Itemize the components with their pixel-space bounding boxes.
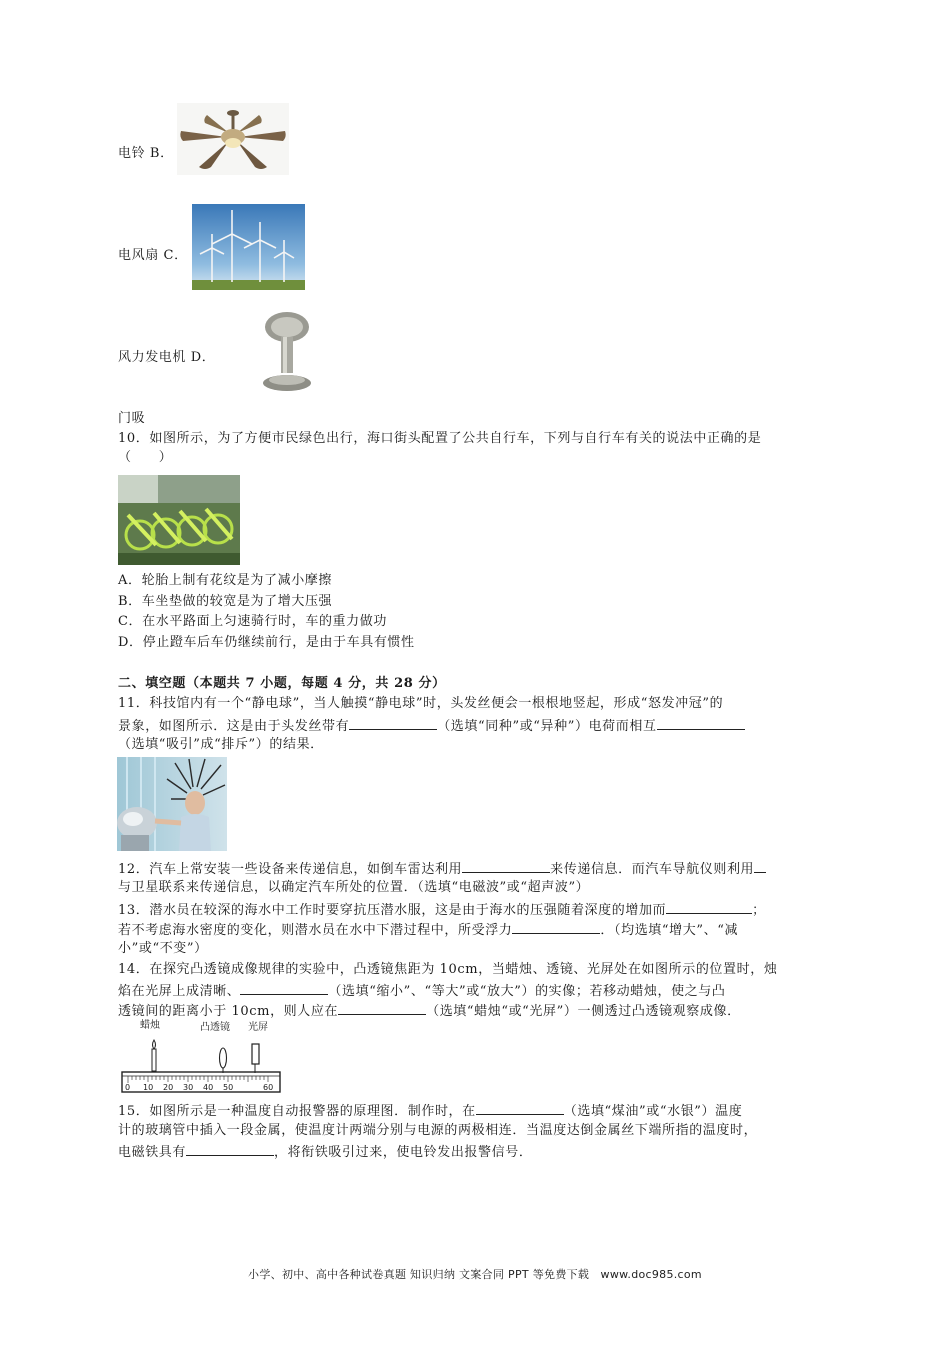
q14-line3-a: 透镜间的距离小于 10cm，则人应在: [118, 1004, 339, 1019]
q13-line2-a: 若不考虑海水密度的变化，则潜水员在水中下潜过程中，所受浮力: [118, 923, 513, 938]
q15-blank-1[interactable]: [476, 1100, 564, 1115]
tick-30: 30: [183, 1083, 194, 1092]
tick-40: 40: [203, 1083, 214, 1092]
tick-50: 50: [223, 1083, 234, 1092]
optical-bench-figure: [118, 1020, 284, 1100]
tick-10: 10: [143, 1083, 154, 1092]
option-d-tail: 门吸: [118, 411, 146, 426]
q15-line2: 计的玻璃管中插入一段金属，使温度计两端分别与电源的两极相连．当温度达倒金属丝下端所指的温度时，: [118, 1123, 758, 1138]
q14-line2: [118, 980, 725, 1002]
label-lens: 凸透镜: [200, 1022, 230, 1033]
q14-blank-1[interactable]: [240, 980, 328, 995]
q13-line2-b: ．（均选填“增大”、“减: [600, 923, 739, 938]
q15-line3: [118, 1141, 532, 1163]
q14-line3-b: （选填“蜡烛“或“光屏”）一侧透过凸透镜观察成像．: [426, 1004, 741, 1019]
q12-line1-a: 12．汽车上常安装一些设备来传递信息，如倒车雷达利用: [118, 862, 463, 877]
q13-line3: 小”或“不变”）: [118, 941, 208, 956]
label-screen: 光屏: [248, 1022, 268, 1033]
q12-line1-b: 来传递信息．而汽车导航仪则利用: [550, 862, 755, 877]
q15-blank-2[interactable]: [186, 1141, 274, 1156]
q14-line1: 14．在探究凸透镜成像规律的实验中，凸透镜焦距为 10cm，当蜡烛、透镜、光屏处在如图所示的位置时，烛: [118, 962, 778, 977]
q13-line1-b: ；: [752, 903, 766, 918]
section-title: 二、填空题（本题共 7 小题，每题 4 分，共 28 分）: [118, 676, 446, 691]
q11-line2-b: （选填“同种”或“异种”）电荷而相互: [437, 719, 657, 734]
wind-turbine-image: [192, 204, 305, 290]
q15-line3-a: 电磁铁具有: [118, 1145, 187, 1160]
q14-line2-a: 焰在光屏上成清晰、: [118, 984, 241, 999]
q10-option-d: D．停止蹬车后车仍继续前行，是由于车具有惯性: [118, 635, 415, 650]
q14-blank-2[interactable]: [338, 1000, 426, 1015]
q15-line1-a: 15．如图所示是一种温度自动报警器的原理图．制作时，在: [118, 1104, 476, 1119]
q10-stem: 10．如图所示，为了方便市民绿色出行，海口街头配置了公共自行车，下列与自行车有关的说法中正确的是: [118, 431, 762, 446]
q12-blank-2[interactable]: [754, 858, 766, 873]
option-d-label: 风力发电机 D．: [118, 350, 216, 365]
q15-line1-b: （选填“煤油”或“水银”）温度: [563, 1104, 743, 1119]
q11-line3: （选填“吸引”成“排斥”）的结果．: [118, 737, 324, 752]
q13-blank-1[interactable]: [666, 899, 752, 914]
q10-option-b: B．车坐垫做的较宽是为了增大压强: [118, 594, 333, 609]
option-b-label: 电铃 B．: [118, 146, 174, 161]
q11-blank-1[interactable]: [349, 715, 437, 730]
tick-0: 0: [125, 1083, 131, 1092]
q14-line2-b: （选填“缩小”、“等大”或“放大”）的实像；若移动蜡烛，使之与凸: [328, 984, 726, 999]
q11-line2-a: 景象，如图所示．这是由于头发丝带有: [118, 719, 350, 734]
static-ball-image: [117, 757, 227, 851]
q15-line3-b: ，将衔铁吸引过来，使电铃发出报警信号．: [274, 1145, 533, 1160]
page-footer: 小学、初中、高中各种试卷真题 知识归纳 文案合同 PPT 等免费下载 www.doc985.com: [248, 1268, 702, 1281]
q12-line1: [118, 858, 766, 880]
q15-line1: [118, 1100, 742, 1122]
q13-line2: [118, 919, 738, 941]
q11-blank-2[interactable]: [657, 715, 745, 730]
door-stopper-image: [245, 305, 335, 393]
tick-20: 20: [163, 1083, 174, 1092]
tick-60: 60: [263, 1083, 274, 1092]
q13-line1: [118, 899, 766, 921]
option-c-label: 电风扇 C．: [118, 248, 188, 263]
q11-line2: [118, 715, 745, 737]
q13-blank-2[interactable]: [512, 919, 600, 934]
ceiling-fan-image: [177, 103, 289, 175]
bicycle-image: [118, 475, 240, 565]
q10-option-c: C．在水平路面上匀速骑行时，车的重力做功: [118, 614, 387, 629]
q10-option-a: A．轮胎上制有花纹是为了减小摩擦: [118, 573, 332, 588]
q12-line2: 与卫星联系来传递信息，以确定汽车所处的位置．（选填“电磁波”或“超声波”）: [118, 880, 590, 895]
q10-paren: （ ）: [118, 450, 173, 465]
q14-line3: [118, 1000, 741, 1022]
q12-blank-1[interactable]: [462, 858, 550, 873]
q11-line1: 11．科技馆内有一个“静电球”，当人触摸“静电球”时，头发丝便会一根根地竖起，形成“怒发冲冠”的: [118, 696, 724, 711]
q13-line1-a: 13．潜水员在较深的海水中工作时要穿抗压潜水服，这是由于海水的压强随着深度的增加而: [118, 903, 667, 918]
label-candle: 蜡烛: [140, 1020, 160, 1031]
